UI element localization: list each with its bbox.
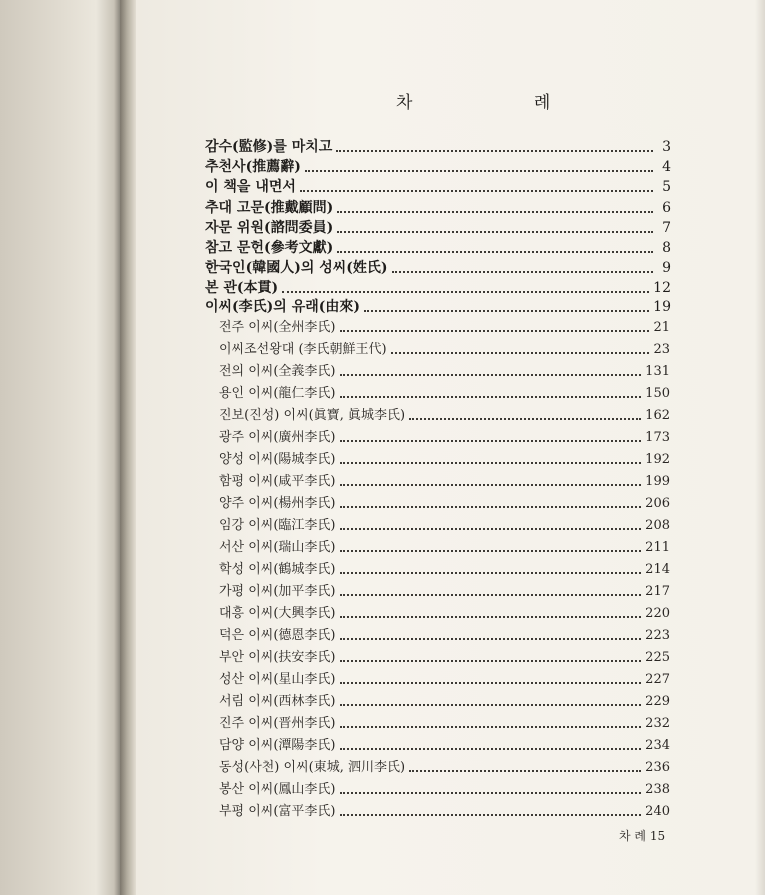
toc-entry-label: 담양 이씨(潭陽李氏) [219,738,336,753]
toc-entry-page: 234 [645,738,670,753]
toc-entry-page: 131 [645,364,670,379]
toc-entry [219,382,670,402]
toc-entry-page: 4 [662,159,671,175]
dot-leader [340,505,642,508]
toc-entry-label: 추천사(推薦辭) [205,159,301,175]
dot-leader [409,417,641,420]
toc-entry [205,136,671,156]
dot-leader [340,483,642,486]
dot-leader [340,615,642,618]
toc-entry [219,448,670,468]
toc-entry [219,426,670,446]
dot-leader [409,769,641,772]
toc-entry-label: 참고 문헌(參考文獻) [205,240,334,256]
dot-leader [392,270,653,273]
dot-leader [340,439,642,442]
toc-entry [219,580,670,600]
dot-leader [337,210,653,213]
toc-entry-label: 학성 이씨(鶴城李氏) [219,562,336,577]
toc-entry [219,404,670,424]
toc-entry [219,360,670,380]
toc-entry [219,492,670,512]
toc-entry-label: 동성(사천) 이씨(東城, 泗川李氏) [219,760,406,775]
toc-entry [219,602,670,622]
toc-entry-page: 19 [653,299,671,315]
toc-entry-label: 부안 이씨(扶安李氏) [219,650,336,665]
toc-entry-page: 211 [645,540,670,555]
toc-entry-label: 이 책을 내면서 [205,179,296,195]
toc-entry-page: 150 [645,386,670,401]
toc-entry-label: 전의 이씨(全義李氏) [219,364,336,379]
toc-entry [205,237,671,257]
dot-leader [282,290,649,293]
toc-entry-page: 214 [645,562,670,577]
toc-entry-label: 진보(진성) 이씨(眞寶, 眞城李氏) [219,408,406,423]
toc-entry [219,514,670,534]
dot-leader [364,309,649,312]
dot-leader [340,703,642,706]
toc-entry [205,156,671,176]
toc-entry [205,176,671,196]
toc-entry-page: 3 [662,139,671,155]
toc-entry-page: 5 [662,179,671,195]
toc-entry [219,778,670,798]
dot-leader [340,725,642,728]
toc-entry [219,800,670,820]
toc-entry [219,690,670,710]
toc-entry-label: 감수(監修)를 마치고 [205,139,333,155]
toc-entry-label: 전주 이씨(全州李氏) [219,320,336,335]
dot-leader [340,527,642,530]
toc-entry-page: 240 [645,804,670,819]
toc-entry [219,646,670,666]
toc-entry-page: 220 [645,606,670,621]
dot-leader [337,230,653,233]
toc-entry-page: 21 [653,320,670,335]
dot-leader [340,593,642,596]
toc-entry-label: 이씨조선왕대 (李氏朝鮮王代) [219,342,387,357]
toc-entry-page: 192 [645,452,670,467]
toc-entry [205,277,671,297]
toc-title: 차 례 [396,93,609,113]
toc-entry-page: 8 [662,240,671,256]
toc-entry [219,756,670,776]
toc-entry-label: 양주 이씨(楊州李氏) [219,496,336,511]
dot-leader [340,571,642,574]
toc-entry-label: 임강 이씨(臨江李氏) [219,518,336,533]
dot-leader [340,461,642,464]
dot-leader [340,659,642,662]
dot-leader [340,681,642,684]
toc-entry-label: 봉산 이씨(鳳山李氏) [219,782,336,797]
toc-entry [219,316,670,336]
toc-entry-page: 12 [653,280,671,296]
dot-leader [337,250,653,253]
toc-entry [219,536,670,556]
dot-leader [340,373,642,376]
dot-leader [340,813,642,816]
toc-entry-page: 225 [645,650,670,665]
toc-entry-label: 추대 고문(推戴顧問) [205,200,334,216]
toc-entry-label: 진주 이씨(晋州李氏) [219,716,336,731]
page-footer: 차 례 15 [619,829,666,843]
toc-entry-page: 23 [653,342,670,357]
toc-entry [219,470,670,490]
toc-entry-label: 양성 이씨(陽城李氏) [219,452,336,467]
dot-leader [340,395,642,398]
toc-entry-label: 용인 이씨(龍仁李氏) [219,386,336,401]
toc-entry-label: 광주 이씨(廣州李氏) [219,430,336,445]
dot-leader [340,329,650,332]
toc-entry-page: 236 [645,760,670,775]
toc-entry-page: 217 [645,584,670,599]
toc-entry [219,712,670,732]
toc-entry-page: 223 [645,628,670,643]
toc-entry-label: 가평 이씨(加平李氏) [219,584,336,599]
toc-entry [205,197,671,217]
dot-leader [340,549,642,552]
dot-leader [340,791,642,794]
toc-entry-page: 227 [645,672,670,687]
toc-entry-page: 208 [645,518,670,533]
toc-entry-page: 7 [662,220,671,236]
toc-entry-page: 229 [645,694,670,709]
toc-entry-label: 성산 이씨(星山李氏) [219,672,336,687]
toc-entry-label: 자문 위원(諮問委員) [205,220,334,236]
toc-entry [205,296,671,316]
dot-leader [391,351,650,354]
toc-entry-page: 6 [662,200,671,216]
toc-entry-label: 함평 이씨(咸平李氏) [219,474,336,489]
toc-entry-label: 이씨(李氏)의 유래(由來) [205,299,360,315]
toc-entry-label: 부평 이씨(富平李氏) [219,804,336,819]
toc-entry-page: 9 [662,260,671,276]
toc-entry-page: 238 [645,782,670,797]
toc-entry-page: 232 [645,716,670,731]
toc-entry-label: 서산 이씨(瑞山李氏) [219,540,336,555]
toc-entry [205,257,671,277]
toc-entry-page: 162 [645,408,670,423]
toc-entry-page: 173 [645,430,670,445]
toc-entry-label: 한국인(韓國人)의 성씨(姓氏) [205,260,388,276]
toc-entry-label: 대흥 이씨(大興李氏) [219,606,336,621]
toc-entry-label: 덕은 이씨(德恩李氏) [219,628,336,643]
toc-entry [219,668,670,688]
toc-entry-page: 206 [645,496,670,511]
dot-leader [340,747,642,750]
toc-entry-label: 본 관(本貫) [205,280,279,296]
dot-leader [305,169,653,172]
toc-entry [205,217,671,237]
toc-entry [219,734,670,754]
toc-entry [219,558,670,578]
toc-entry [219,624,670,644]
dot-leader [336,149,653,152]
dot-leader [300,189,653,192]
dot-leader [340,637,642,640]
toc-entry-label: 서림 이씨(西林李氏) [219,694,336,709]
toc-entry-page: 199 [645,474,670,489]
toc-entry [219,338,670,358]
